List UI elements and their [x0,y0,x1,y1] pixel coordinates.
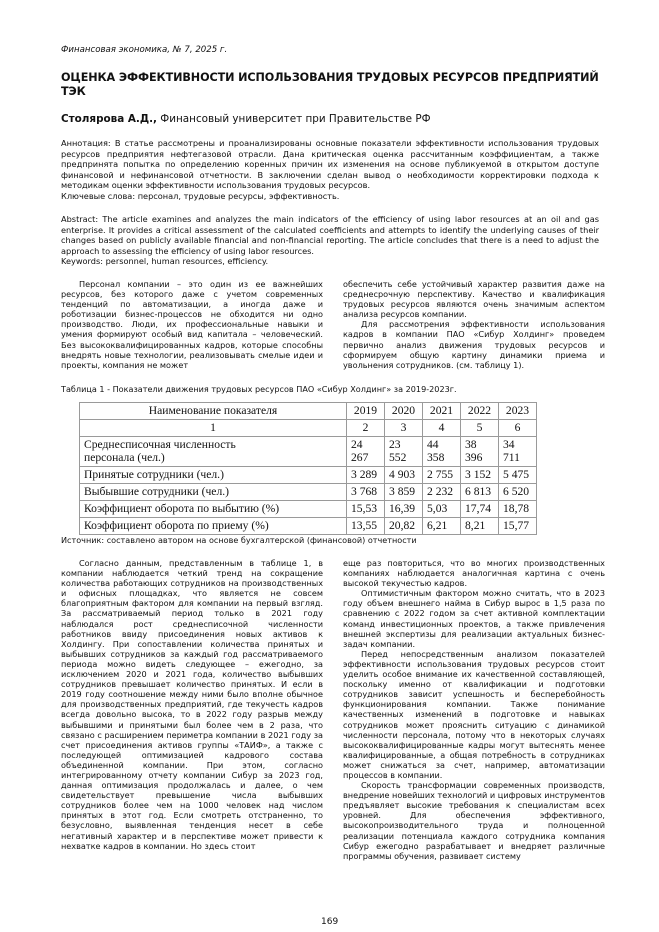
value-cell: 3 289 [347,467,385,484]
value-cell: 3 768 [347,484,385,501]
table-row [80,467,537,484]
value-cell: 2 755 [423,467,461,484]
author-affiliation: Финансовый университет при Правительстве РФ [157,113,431,125]
paragraph: Для рассмотрения эффективности использования кадров в компании ПАО «Сибур Холдинг» проведем первично анализ движения трудовых ресурсов и сформируем общую картину динамики приема и увольнения сотрудников. (см. таблицу 1). [343,319,605,370]
value-cell: 24 267 [347,437,385,467]
value-cell: 13,55 [347,518,385,535]
value-cell: 44 358 [423,437,461,467]
header-cell: 2020 [385,403,423,420]
paragraph: Персонал компании – это один из ее важнейших ресурсов, без которого даже с учетом современных тенденций по автоматизации, а иногда даже и роботизации бизнес-процессов не обходится ни одно производство. Люди, их профессиональные навыки и умения формируют особый вид капитала – человеческий. Без высококвалифицированных кадров, которые способны внедрять новые технологии, реализовывать смелые идеи и проекты, компания не может [61,279,323,370]
number-cell: 5 [461,420,499,437]
value-cell: 5 475 [499,467,537,484]
number-cell: 6 [499,420,537,437]
value-cell: 15,77 [499,518,537,535]
paragraph: Согласно данным, представленным в таблице 1, в компании наблюдается четкий тренд на сокращение количества работающих сотрудников на производственных и офисных площадках, что является не совсем благоприятным фактором для компании на первый взгляд. За рассматриваемый период только в 2021 году наблюдался рост среднесписочной численности работников ввиду присоединения новых активов к Холдингу. При сопоставлении количества принятых и выбывших сотрудников за каждый год рассматриваемого периода можно видеть следующее – ежегодно, за исключением 2020 и 2021 года, количество выбывших сотрудников превышает количество принятых. И если в 2019 году соотношение между ними было вполне обычное для производственных предприятий, где текучесть кадров всегда довольно высока, то в 2022 году разрыв между выбывшими и принятыми был более чем в 2 раза, что связано с расширением периметра компании в 2021 году за счет присоединения активов группы «ТАИФ», а также с последующей оптимизацией кадрового состава объединенной компании. При этом, согласно интегрированному отчету компании Сибур за 2023 год, данная оптимизация продолжалась и далее, о чем свидетельствует превышение числа выбывших сотрудников более чем на 1000 человек над числом принятых в этот год. Если смотреть отстраненно, то безусловно, выявленная тенденция несет в себе негативный характер и в перспективе может привести к нехватке кадров в компании. Но здесь стоит [61,558,323,851]
value-cell: 4 903 [385,467,423,484]
row-label: Выбывшие сотрудники (чел.) [80,484,347,501]
value-cell: 6 813 [461,484,499,501]
keywords-ru: Ключевые слова: персонал, трудовые ресурсы, эффективность. [61,190,340,201]
paragraph: Скорость трансформации современных производств, внедрение новейших технологий и цифровых инструментов предъявляет высокие требования к специалистам всех уровней. Для обеспечения эффективного, высокопроизводительного труда и полноценной реализации потенциала каждого сотрудника компания Сибур ежегодно разрабатывает и внедряет различные программы обучения, развивает систему [343,780,605,861]
header-cell: 2023 [499,403,537,420]
table-caption: Таблица 1 - Показатели движения трудовых ресурсов ПАО «Сибур Холдинг» за 2019-2023г. [61,384,457,394]
body-column-right-top [343,279,605,370]
table-source-note: Источник: составлено автором на основе бухгалтерской (финансовой) отчетности [61,535,417,545]
author-line [61,113,431,125]
header-cell: 2021 [423,403,461,420]
body-column-left-bottom [61,558,323,851]
table-row [80,484,537,501]
abstract-en [61,214,599,267]
abstract-ru-text: Аннотация: В статье рассмотрены и проанализированы основные показатели эффективности использования трудовых ресурсов предприятия нефтегазовой отрасли. Дана критическая оценка рассчитанным коэффициентам, а также предпринята попытка по определению коренных причин их изменения на основе публикуемой в открытом доступе финансовой и нефинансовой отчетности. В заключении сделан вывод о необходимости корректировки подхода к методикам оценки эффективности использования трудовых ресурсов. [61,138,599,191]
row-label: Среднесписочная численность персонала (чел.) [80,437,347,467]
value-cell: 20,82 [385,518,423,535]
row-label: Коэффициент оборота по выбытию (%) [80,501,347,518]
value-cell: 2 232 [423,484,461,501]
keywords-en: Keywords: personnel, human resources, efficiency. [61,256,269,267]
paragraph: Перед непосредственным анализом показателей эффективности использования трудовых ресурсов стоит уделить особое внимание их качественной составляющей, поскольку именно от квалификации и подготовки сотрудников зависит успешность и бесперебойность функционирования компании. Также понимание качественных изменений в подготовке и навыках сотрудников может прояснить ситуацию с динамикой численности персонала, потому что в некоторых случаях высококвалифицированные кадры могут вытеснять менее квалифицированные, а общая потребность в сотрудниках может снижаться за счет, например, автоматизации процессов в компании. [343,648,605,780]
number-cell: 3 [385,420,423,437]
paragraph: обеспечить себе устойчивый характер развития даже на среднесрочную перспективу. Качество и квалификация трудовых ресурсов являются очень значимым аспектом анализа ресурсов компании. [343,279,605,320]
value-cell: 3 152 [461,467,499,484]
table-row [80,501,537,518]
number-cell: 4 [423,420,461,437]
number-cell: 2 [347,420,385,437]
table-row [80,518,537,535]
value-cell: 6 520 [499,484,537,501]
paragraph: еще раз повториться, что во многих производственных компаниях наблюдается аналогичная картина с очень высокой текучестью кадров. [343,558,605,589]
header-cell: Наименование показателя [80,403,347,420]
header-cell: 2019 [347,403,385,420]
row-label: Коэффициент оборота по приему (%) [80,518,347,535]
table-number-row [80,420,537,437]
article-title: ОЦЕНКА ЭФФЕКТИВНОСТИ ИСПОЛЬЗОВАНИЯ ТРУДОВЫХ РЕСУРСОВ ПРЕДПРИЯТИЙ ТЭК [61,71,599,98]
table-header-row [80,403,537,420]
author-name: Столярова А.Д., [61,113,157,125]
header-cell: 2022 [461,403,499,420]
page-number: 169 [321,917,339,927]
value-cell: 3 859 [385,484,423,501]
value-cell: 23 552 [385,437,423,467]
table-row [80,437,537,467]
value-cell: 34 711 [499,437,537,467]
value-cell: 16,39 [385,501,423,518]
value-cell: 8,21 [461,518,499,535]
body-column-left-top [61,279,323,370]
row-label: Принятые сотрудники (чел.) [80,467,347,484]
value-cell: 5,03 [423,501,461,518]
labor-movement-table [79,402,537,535]
value-cell: 17,74 [461,501,499,518]
value-cell: 38 396 [461,437,499,467]
abstract-ru [61,138,599,202]
value-cell: 18,78 [499,501,537,518]
value-cell: 15,53 [347,501,385,518]
body-column-right-bottom [343,558,605,861]
value-cell: 6,21 [423,518,461,535]
paragraph: Оптимистичным фактором можно считать, что в 2023 году объем внешнего найма в Сибур вырос в 1,5 раза по сравнению с 2022 годом за счет активной комплектации команд инвестиционных проектов, а также привлечения внешней экспертизы для реализации актуальных бизнес-задач компании. [343,588,605,649]
abstract-en-text: Abstract: The article examines and analyzes the main indicators of the efficiency of using labor resources at an oil and gas enterprise. It provides a critical assessment of the calculated coefficients and attempts to identify the underlying causes of their changes based on publicly available financial and non-financial reporting. The article concludes that there is a need to adjust the approach to assessing the efficiency of using labor resources. [61,214,599,256]
journal-header: Финансовая экономика, № 7, 2025 г. [61,45,228,55]
number-cell: 1 [80,420,347,437]
